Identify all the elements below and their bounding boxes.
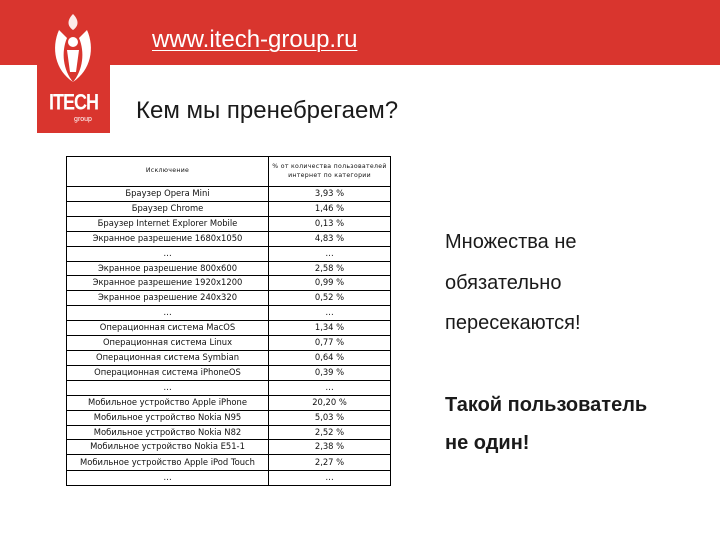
exclusion-cell: …	[67, 380, 269, 395]
table-row	[67, 336, 391, 351]
table-row	[67, 276, 391, 291]
percent-cell: 20,20 %	[269, 395, 391, 410]
table-row	[67, 455, 391, 471]
table-row	[67, 187, 391, 202]
itech-logo	[37, 0, 110, 133]
percent-cell: 0,39 %	[269, 365, 391, 380]
table-row	[67, 201, 391, 216]
exclusion-cell: Браузер Chrome	[67, 201, 269, 216]
table-row	[67, 321, 391, 336]
table-row	[67, 395, 391, 410]
percent-cell: 5,03 %	[269, 410, 391, 425]
exclusion-cell: Мобильное устройство Nokia N82	[67, 425, 269, 440]
percent-cell: 2,38 %	[269, 440, 391, 455]
exclusion-cell: …	[67, 306, 269, 321]
logo-text: ITECH	[49, 89, 98, 115]
percent-cell: 3,93 %	[269, 187, 391, 202]
table-row	[67, 246, 391, 261]
percent-cell: …	[269, 306, 391, 321]
percent-cell: …	[269, 380, 391, 395]
table-row	[67, 365, 391, 380]
table-row	[67, 291, 391, 306]
note-line: пересекаются!	[445, 312, 581, 334]
table-row	[67, 410, 391, 425]
exclusion-cell: Операционная система MacOS	[67, 321, 269, 336]
table-row	[67, 216, 391, 231]
table-row	[67, 261, 391, 276]
percent-cell: 2,52 %	[269, 425, 391, 440]
table-row	[67, 350, 391, 365]
exclusion-cell: Браузер Opera Mini	[67, 187, 269, 202]
slide-title: Кем мы пренебрегаем?	[136, 97, 399, 124]
exclusion-cell: Мобильное устройство Apple iPod Touch	[67, 455, 269, 471]
column-header-percent: % от количества пользователей интернет по категории	[269, 157, 391, 187]
note-line: Множества не	[445, 231, 577, 253]
exclusion-cell: …	[67, 246, 269, 261]
note-line: обязательно	[445, 271, 562, 294]
percent-cell: 4,83 %	[269, 231, 391, 246]
note-bold-line: не один!	[445, 432, 530, 454]
table-row	[67, 306, 391, 321]
percent-cell: …	[269, 471, 391, 486]
table-row	[67, 380, 391, 395]
exclusion-cell: Экранное разрешение 1920x1200	[67, 276, 269, 291]
percent-cell: 1,34 %	[269, 321, 391, 336]
table-row	[67, 471, 391, 486]
exclusion-cell: Операционная система Linux	[67, 336, 269, 351]
column-header-exclusion: Исключение	[67, 157, 269, 187]
percent-cell: 0,77 %	[269, 336, 391, 351]
percent-cell: …	[269, 246, 391, 261]
logo-figure-icon	[37, 0, 110, 92]
percent-cell: 2,27 %	[269, 455, 391, 471]
table-row	[67, 231, 391, 246]
exclusion-cell: …	[67, 471, 269, 486]
percent-cell: 0,99 %	[269, 276, 391, 291]
note-user-block	[445, 386, 705, 462]
exclusion-cell: Экранное разрешение 1680x1050	[67, 231, 269, 246]
percent-cell: 0,64 %	[269, 350, 391, 365]
site-url-link[interactable]: www.itech-group.ru	[152, 26, 358, 53]
statistics-table	[66, 156, 391, 486]
percent-cell: 0,52 %	[269, 291, 391, 306]
note-bold-line: Такой пользователь	[445, 394, 648, 416]
exclusion-cell: Экранное разрешение 240x320	[67, 291, 269, 306]
note-sets-block	[445, 222, 705, 344]
exclusion-cell: Мобильное устройство Nokia E51-1	[67, 440, 269, 455]
exclusion-cell: Мобильное устройство Nokia N95	[67, 410, 269, 425]
table-row	[67, 440, 391, 455]
table-body	[67, 187, 391, 486]
exclusion-cell: Мобильное устройство Apple iPhone	[67, 395, 269, 410]
percent-cell: 0,13 %	[269, 216, 391, 231]
exclusion-cell: Операционная система iPhoneOS	[67, 365, 269, 380]
percent-cell: 2,58 %	[269, 261, 391, 276]
exclusion-cell: Экранное разрешение 800x600	[67, 261, 269, 276]
percent-cell: 1,46 %	[269, 201, 391, 216]
exclusion-cell: Операционная система Symbian	[67, 350, 269, 365]
table-header-row	[67, 157, 391, 187]
exclusion-cell: Браузер Internet Explorer Mobile	[67, 216, 269, 231]
table-row	[67, 425, 391, 440]
logo-subtext: group	[74, 116, 92, 123]
